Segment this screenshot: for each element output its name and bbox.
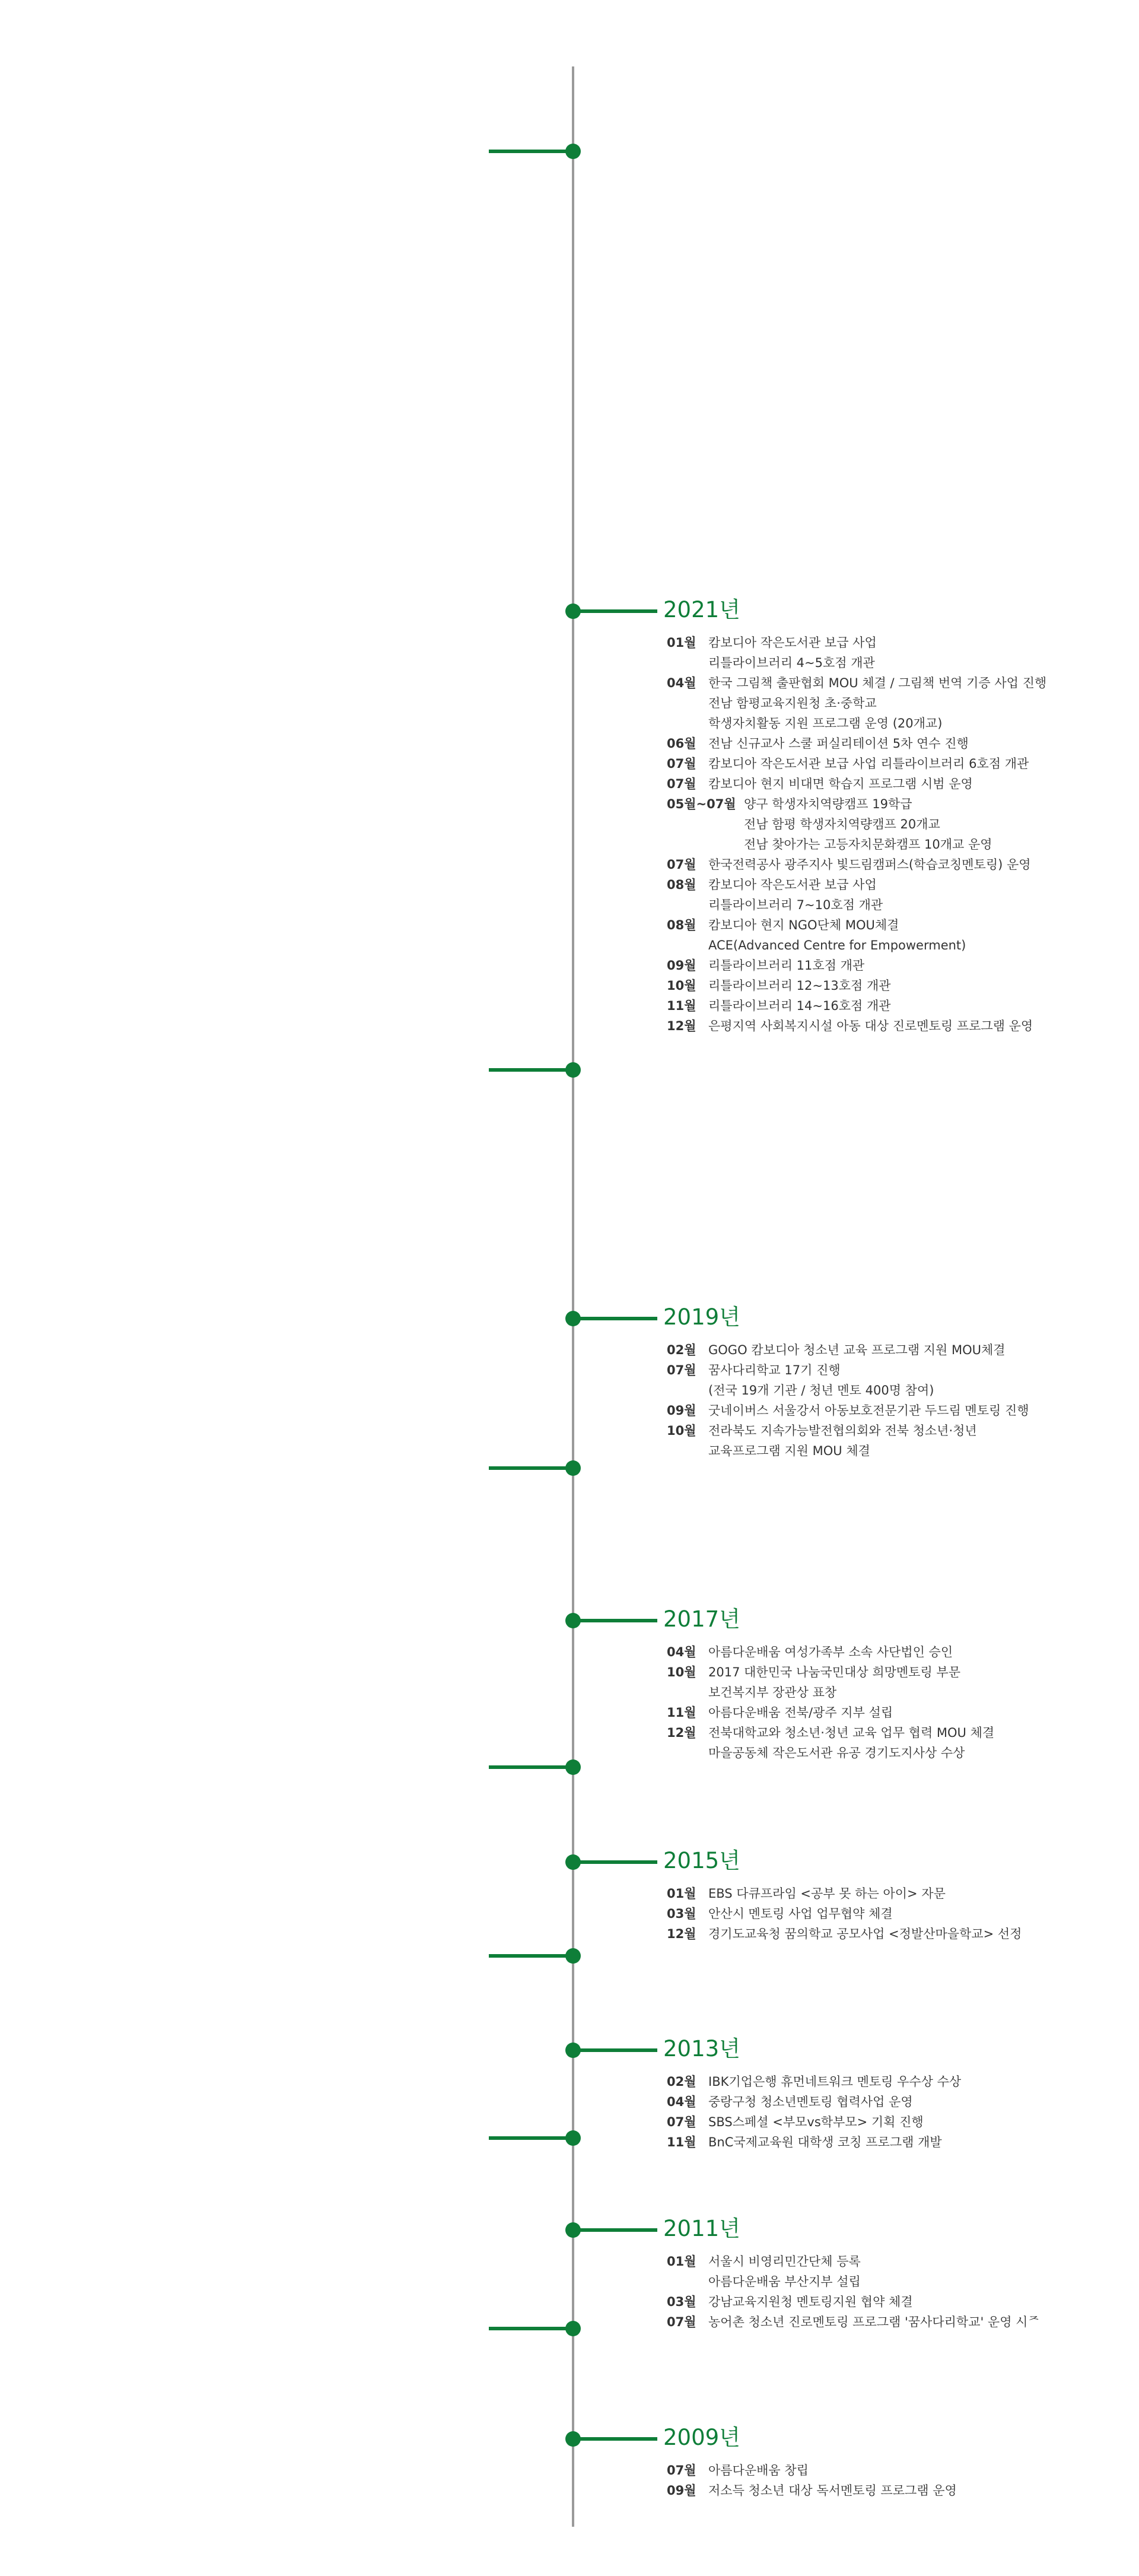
event-text: GOGO 캄보디아 청소년 교육 프로그램 지원 MOU체결 <box>708 1343 1006 1357</box>
event-text: 아름다운배움 여성가족부 소속 사단법인 승인 <box>708 1645 953 1659</box>
timeline-connector <box>573 2437 657 2441</box>
event-text: 꿈사다리학교 17기 진행 <box>708 1363 841 1377</box>
event-month: 12월 <box>667 1726 696 1740</box>
event-text: 전남 함평 학생자치역량캠프 20개교 <box>744 817 940 831</box>
event-text: 리틀라이브러리 11호점 개관 <box>708 958 865 973</box>
event-item <box>667 2292 1040 2312</box>
event-month: 03월 <box>667 2295 696 2309</box>
event-text: 굿네이버스 서울강서 아동보호전문기관 두드림 멘토링 진행 <box>708 1403 1029 1418</box>
event-text: 아름다운배움 전북/광주 지부 설립 <box>708 1705 893 1720</box>
event-text: (전국 19개 기관 / 청년 멘토 400명 참여) <box>708 1383 934 1397</box>
event-item <box>667 1702 994 1723</box>
event-item <box>667 1883 1022 1904</box>
event-item <box>667 693 1046 713</box>
timeline-dot <box>565 1854 581 1870</box>
event-text: 리틀라이브러리 12~13호점 개관 <box>708 979 891 993</box>
event-item <box>667 2480 957 2501</box>
year-label: 2013년 <box>663 2036 740 2062</box>
event-item <box>667 2132 961 2152</box>
event-item <box>667 955 1046 976</box>
event-month: 12월 <box>667 1927 696 1941</box>
event-text: 교육프로그램 지원 MOU 체결 <box>708 1444 870 1458</box>
timeline-dot <box>565 1948 581 1964</box>
event-item <box>667 713 1046 733</box>
event-month: 07월 <box>667 2315 696 2329</box>
event-month: 10월 <box>667 1665 696 1679</box>
event-month: 03월 <box>667 1907 696 1921</box>
event-item <box>667 895 1046 915</box>
event-item <box>667 996 1046 1016</box>
event-text: 강남교육지원청 멘토링지원 협약 체결 <box>708 2295 913 2309</box>
event-item <box>667 2092 961 2112</box>
event-text: 경기도교육청 꿈의학교 공모사업 <정발산마을학교> 선정 <box>708 1927 1022 1941</box>
event-item <box>667 2251 1040 2272</box>
event-text: 2017 대한민국 나눔국민대상 희망멘토링 부문 <box>708 1665 961 1679</box>
event-item <box>667 834 1046 855</box>
event-item <box>667 794 1046 814</box>
timeline-dot <box>565 2130 581 2146</box>
event-month: 01월 <box>667 1886 696 1901</box>
event-text: SBS스페셜 <부모vs학부모> 기획 진행 <box>708 2115 924 2129</box>
event-month: 11월 <box>667 999 696 1013</box>
event-month: 07월 <box>667 2463 696 2477</box>
event-text: 캄보디아 현지 비대면 학습지 프로그램 시범 운영 <box>708 777 973 791</box>
event-item <box>667 1441 1029 1461</box>
timeline-dot <box>565 1311 581 1326</box>
event-item <box>667 2112 961 2132</box>
timeline-dot <box>565 2043 581 2058</box>
event-item <box>667 1723 994 1743</box>
event-month: 04월 <box>667 676 696 690</box>
event-text: 양구 학생자치역량캠프 19학급 <box>744 797 912 811</box>
event-item <box>667 814 1046 834</box>
event-item <box>667 976 1046 996</box>
year-events <box>667 1883 1022 1944</box>
event-text: 농어촌 청소년 진로멘토링 프로그램 '꿈사다리학교' 운영 시ᄌ <box>708 2315 1040 2329</box>
event-item <box>667 1421 1029 1441</box>
event-text: 캄보디아 작은도서관 보급 사업 리틀라이브러리 6호점 개관 <box>708 757 1029 771</box>
event-item <box>667 935 1046 955</box>
event-month: 07월 <box>667 857 696 872</box>
year-label: 2009년 <box>663 2425 740 2450</box>
timeline-dot <box>565 603 581 619</box>
timeline-connector <box>489 1466 573 1470</box>
timeline-dot <box>565 2431 581 2447</box>
event-text: 아름다운배움 부산지부 설립 <box>708 2275 861 2289</box>
event-text: BnC국제교육원 대학생 코칭 프로그램 개발 <box>708 2135 942 2149</box>
event-item <box>667 1340 1029 1360</box>
event-month: 08월 <box>667 878 696 892</box>
event-month: 07월 <box>667 757 696 771</box>
event-text: 중랑구청 청소년멘토링 협력사업 운영 <box>708 2095 913 2109</box>
event-month: 09월 <box>667 2483 696 2498</box>
event-item <box>667 1743 994 1763</box>
timeline-connector <box>573 1317 657 1320</box>
event-text: 캄보디아 작은도서관 보급 사업 <box>708 636 877 650</box>
event-text: IBK기업은행 휴먼네트워크 멘토링 우수상 수상 <box>708 2075 962 2089</box>
event-month: 11월 <box>667 1705 696 1720</box>
event-item <box>667 1642 994 1662</box>
event-month: 10월 <box>667 979 696 993</box>
event-item <box>667 1360 1029 1380</box>
event-item <box>667 673 1046 693</box>
event-text: 전남 찾아가는 고등자치문화캠프 10개교 운영 <box>744 837 992 852</box>
year-events <box>667 2460 957 2501</box>
event-text: 전북대학교와 청소년·청년 교육 업무 협력 MOU 체결 <box>708 1726 995 1740</box>
event-month: 10월 <box>667 1424 696 1438</box>
event-item <box>667 1682 994 1702</box>
event-month: 12월 <box>667 1019 696 1033</box>
year-label: 2017년 <box>663 1606 740 1632</box>
event-item <box>667 855 1046 875</box>
event-item <box>667 1924 1022 1944</box>
event-item <box>667 2272 1040 2292</box>
event-item <box>667 754 1046 774</box>
timeline-dot <box>565 1062 581 1078</box>
event-text: 저소득 청소년 대상 독서멘토링 프로그램 운영 <box>708 2483 957 2498</box>
event-month: 09월 <box>667 958 696 973</box>
event-text: ACE(Advanced Centre for Empowerment) <box>708 938 966 952</box>
event-month: 05월~07월 <box>667 797 736 811</box>
event-item <box>667 1662 994 1682</box>
event-month: 01월 <box>667 2254 696 2269</box>
timeline-connector <box>573 1860 657 1864</box>
event-item <box>667 2460 957 2480</box>
timeline-connector <box>573 2228 657 2232</box>
timeline-connector <box>489 1068 573 1072</box>
timeline-connector <box>573 609 657 613</box>
year-events <box>667 2072 961 2152</box>
event-text: 마을공동체 작은도서관 유공 경기도지사상 수상 <box>708 1746 965 1760</box>
timeline-connector <box>489 150 573 153</box>
event-item <box>667 653 1046 673</box>
year-events <box>667 1642 994 1763</box>
event-text: 아름다운배움 창립 <box>708 2463 809 2477</box>
year-events <box>667 2251 1040 2332</box>
timeline-connector <box>489 1765 573 1769</box>
event-text: 리틀라이브러리 14~16호점 개관 <box>708 999 891 1013</box>
timeline-axis <box>572 66 574 2527</box>
event-text: 캄보디아 현지 NGO단체 MOU체결 <box>708 918 899 932</box>
event-text: 전남 함평교육지원청 초·중학교 <box>708 696 877 710</box>
year-label: 2019년 <box>663 1304 740 1330</box>
event-text: 리틀라이브러리 4~5호점 개관 <box>708 656 875 670</box>
timeline-dot <box>565 2222 581 2238</box>
year-events <box>667 633 1046 1036</box>
timeline-dot <box>565 144 581 159</box>
event-text: 전남 신규교사 스쿨 퍼실리테이션 5차 연수 진행 <box>708 736 969 751</box>
timeline-connector <box>489 2136 573 2140</box>
event-month: 08월 <box>667 918 696 932</box>
event-text: 전라북도 지속가능발전협의회와 전북 청소년·청년 <box>708 1424 977 1438</box>
event-text: 안산시 멘토링 사업 업무협약 체결 <box>708 1907 893 1921</box>
event-item <box>667 774 1046 794</box>
year-label: 2011년 <box>663 2216 740 2241</box>
timeline-connector <box>489 2327 573 2330</box>
event-month: 02월 <box>667 2075 696 2089</box>
event-month: 06월 <box>667 736 696 751</box>
timeline-dot <box>565 2321 581 2336</box>
event-item <box>667 733 1046 754</box>
event-month: 07월 <box>667 2115 696 2129</box>
event-month: 02월 <box>667 1343 696 1357</box>
event-month: 09월 <box>667 1403 696 1418</box>
event-month: 11월 <box>667 2135 696 2149</box>
event-item <box>667 1016 1046 1036</box>
event-text: 한국 그림책 출판협회 MOU 체결 / 그림책 번역 기증 사업 진행 <box>708 676 1047 690</box>
event-month: 04월 <box>667 1645 696 1659</box>
year-label: 2021년 <box>663 597 740 622</box>
event-text: 은평지역 사회복지시설 아동 대상 진로멘토링 프로그램 운영 <box>708 1019 1033 1033</box>
event-item <box>667 875 1046 895</box>
event-text: 한국전력공사 광주지사 빛드림캠퍼스(학습코칭멘토링) 운영 <box>708 857 1031 872</box>
timeline-connector <box>573 2048 657 2052</box>
event-month: 04월 <box>667 2095 696 2109</box>
event-month: 01월 <box>667 636 696 650</box>
timeline-connector <box>573 1619 657 1622</box>
event-item <box>667 1904 1022 1924</box>
event-text: 학생자치활동 지원 프로그램 운영 (20개교) <box>708 716 943 730</box>
timeline-dot <box>565 1759 581 1775</box>
event-item <box>667 633 1046 653</box>
event-month: 07월 <box>667 1363 696 1377</box>
event-item <box>667 915 1046 935</box>
timeline-dot <box>565 1460 581 1476</box>
event-text: 리틀라이브러리 7~10호점 개관 <box>708 898 883 912</box>
event-text: 보건복지부 장관상 표창 <box>708 1685 837 1700</box>
year-events <box>667 1340 1029 1461</box>
event-text: 서울시 비영리민간단체 등록 <box>708 2254 861 2269</box>
year-label: 2015년 <box>663 1848 740 1873</box>
event-month: 07월 <box>667 777 696 791</box>
timeline-connector <box>489 1954 573 1958</box>
event-item <box>667 2312 1040 2332</box>
event-text: EBS 다큐프라임 <공부 못 하는 아이> 자문 <box>708 1886 946 1901</box>
event-item <box>667 2072 961 2092</box>
timeline-dot <box>565 1613 581 1628</box>
event-item <box>667 1380 1029 1400</box>
event-text: 캄보디아 작은도서관 보급 사업 <box>708 878 877 892</box>
event-item <box>667 1400 1029 1421</box>
